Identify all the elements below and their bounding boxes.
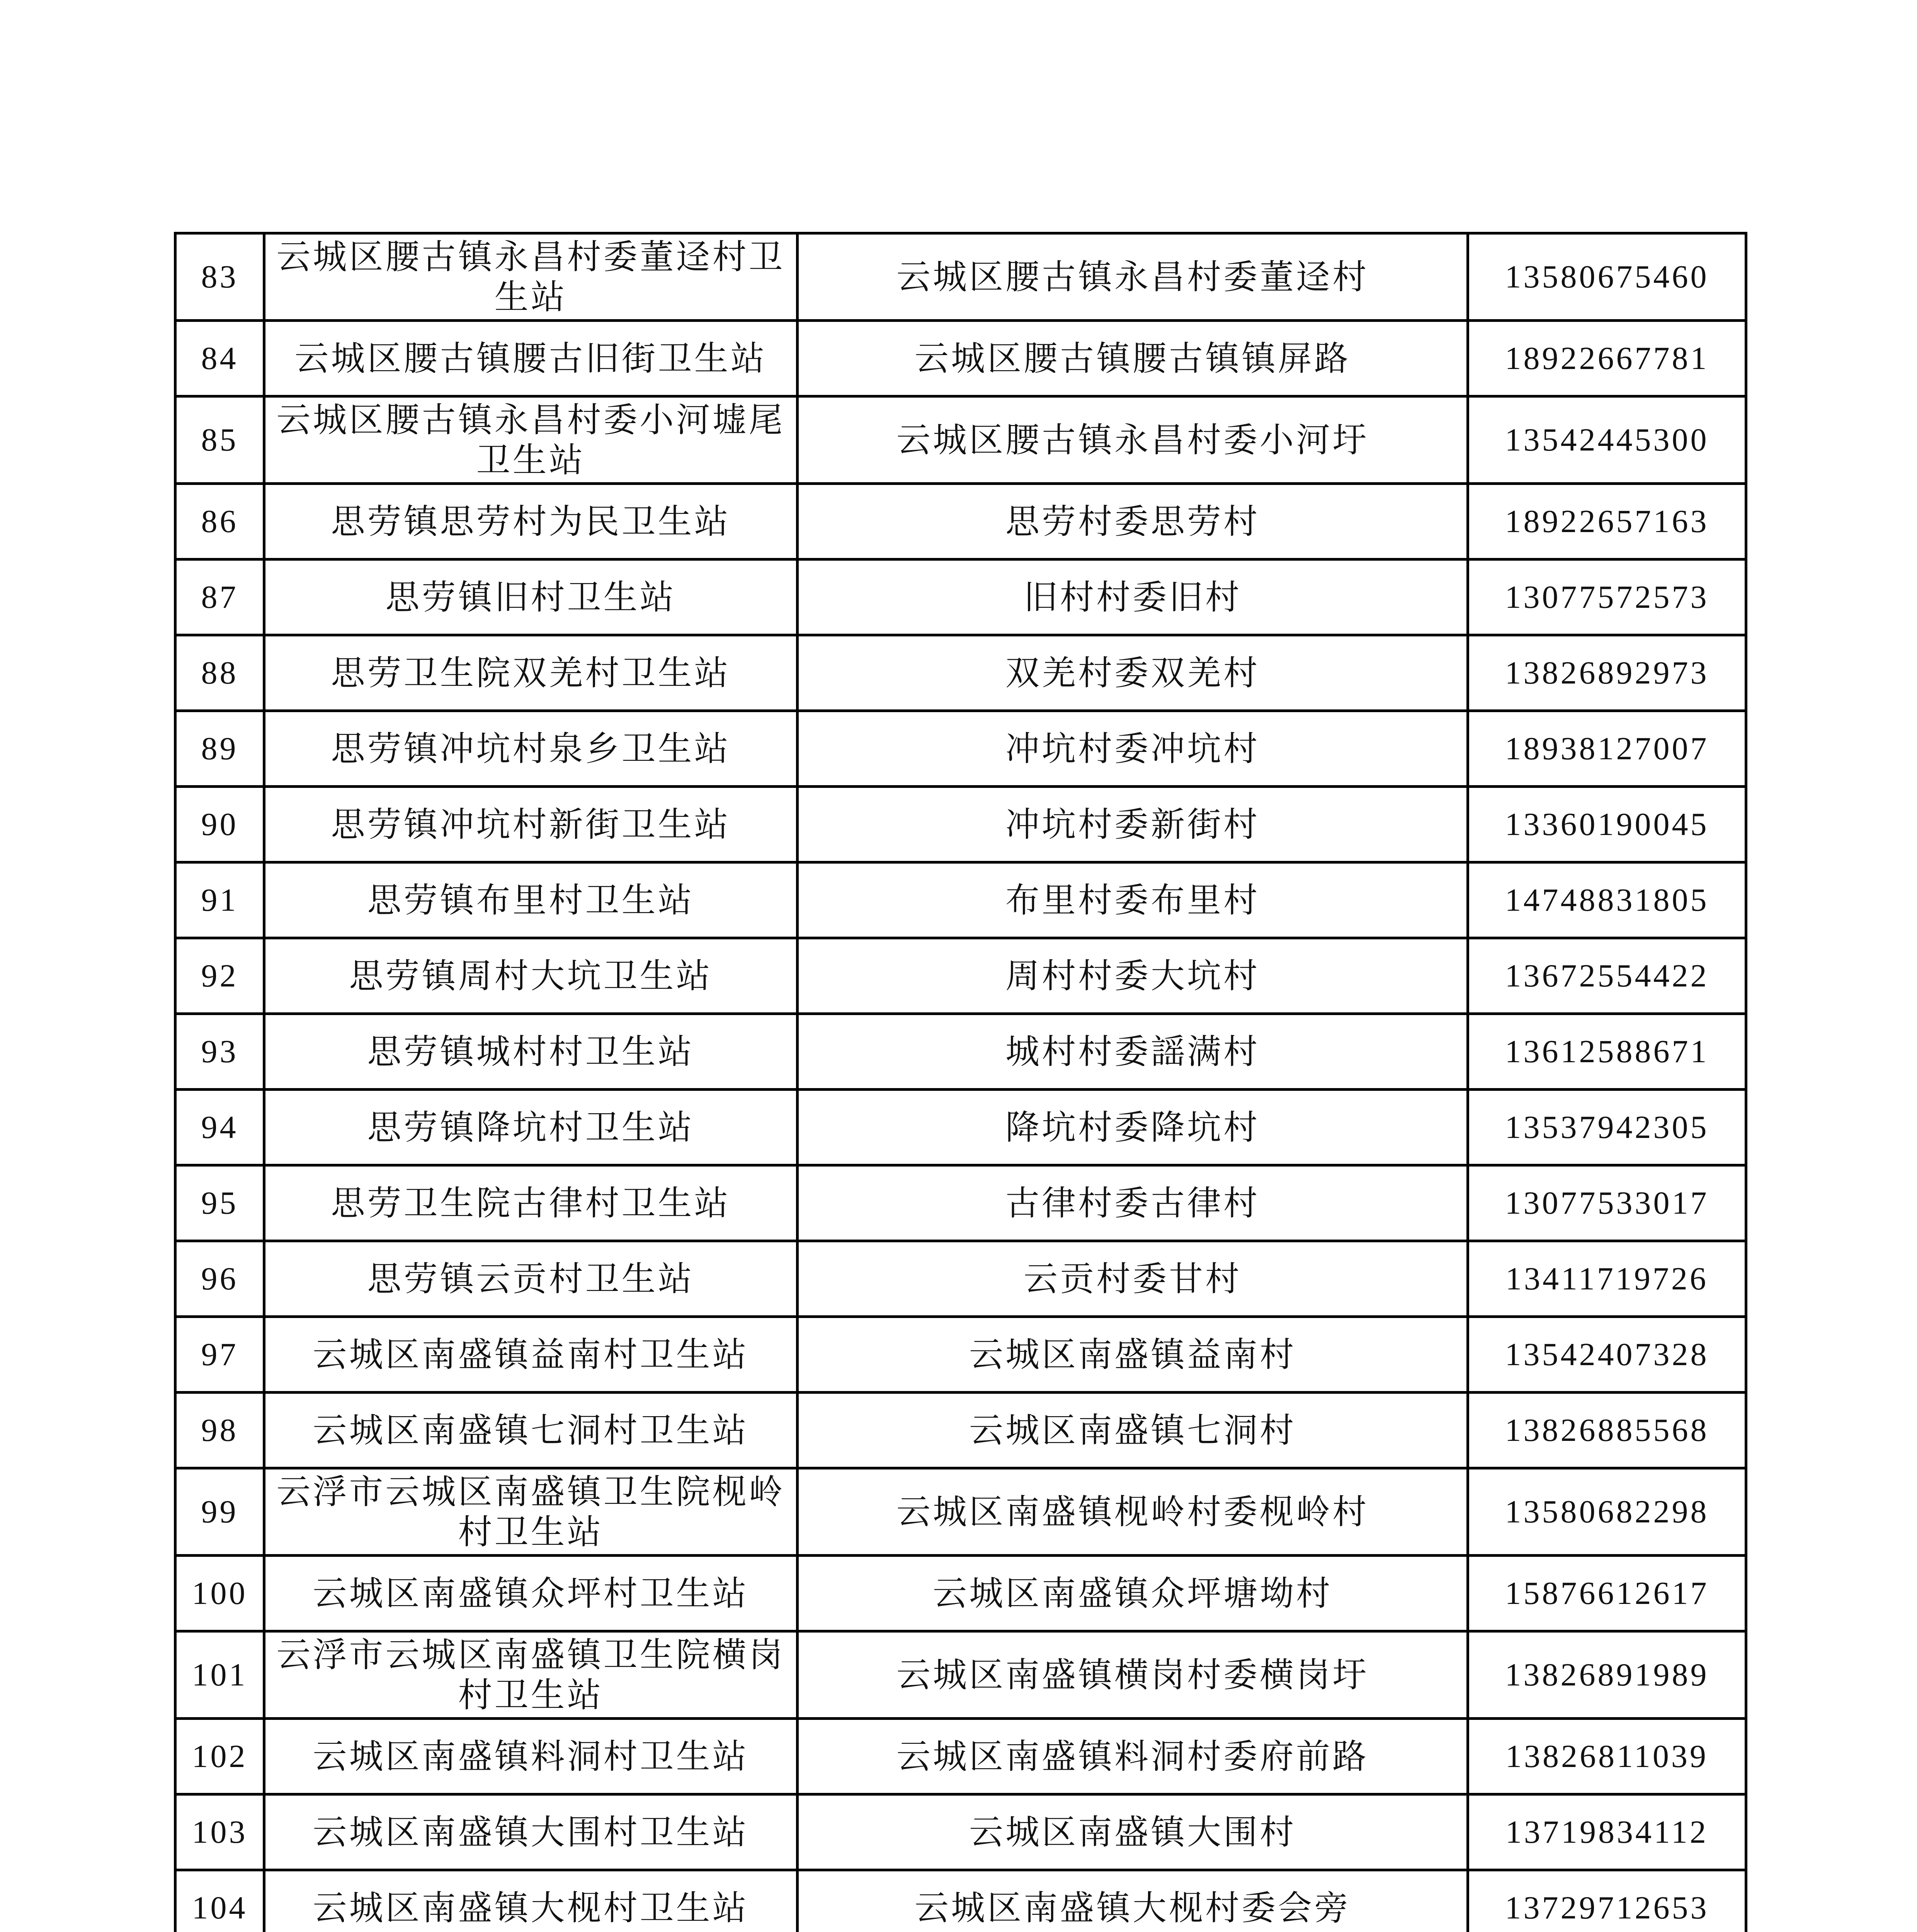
- phone-cell: 13411719726: [1468, 1241, 1746, 1317]
- clinic-table: [174, 232, 1747, 1932]
- address-cell: 云贡村委甘村: [798, 1241, 1468, 1317]
- row-number-cell: 100: [175, 1556, 264, 1631]
- clinic-table-body: [175, 233, 1746, 1932]
- table-row: [175, 1468, 1746, 1556]
- table-row: [175, 484, 1746, 560]
- address-cell: 云城区南盛镇料洞村委府前路: [798, 1719, 1468, 1794]
- clinic-name-cell: 云城区南盛镇料洞村卫生站: [264, 1719, 798, 1794]
- clinic-table-container: [174, 232, 1745, 1932]
- row-number-cell: 87: [175, 560, 264, 635]
- clinic-name-cell: 云城区南盛镇众坪村卫生站: [264, 1556, 798, 1631]
- phone-cell: 14748831805: [1468, 862, 1746, 938]
- table-row: [175, 396, 1746, 484]
- phone-cell: 18938127007: [1468, 711, 1746, 787]
- address-cell: 双羌村委双羌村: [798, 635, 1468, 711]
- table-row: [175, 1241, 1746, 1317]
- table-row: [175, 862, 1746, 938]
- table-row: [175, 938, 1746, 1014]
- row-number-cell: 88: [175, 635, 264, 711]
- phone-cell: 13826885568: [1468, 1393, 1746, 1468]
- address-cell: 布里村委布里村: [798, 862, 1468, 938]
- row-number-cell: 96: [175, 1241, 264, 1317]
- row-number-cell: 92: [175, 938, 264, 1014]
- address-cell: 云城区南盛镇众坪塘坳村: [798, 1556, 1468, 1631]
- clinic-name-cell: 云浮市云城区南盛镇卫生院横岗村卫生站: [264, 1631, 798, 1719]
- phone-cell: 18922657163: [1468, 484, 1746, 560]
- clinic-name-cell: 云城区腰古镇永昌村委小河墟尾卫生站: [264, 396, 798, 484]
- row-number-cell: 99: [175, 1468, 264, 1556]
- row-number-cell: 103: [175, 1794, 264, 1870]
- phone-cell: 13542407328: [1468, 1317, 1746, 1393]
- table-row: [175, 1014, 1746, 1090]
- clinic-name-cell: 云城区腰古镇永昌村委董迳村卫生站: [264, 233, 798, 321]
- clinic-name-cell: 思劳镇思劳村为民卫生站: [264, 484, 798, 560]
- clinic-name-cell: 云城区南盛镇益南村卫生站: [264, 1317, 798, 1393]
- row-number-cell: 94: [175, 1090, 264, 1165]
- address-cell: 周村村委大坑村: [798, 938, 1468, 1014]
- table-row: [175, 711, 1746, 787]
- table-row: [175, 1870, 1746, 1932]
- clinic-name-cell: 思劳镇云贡村卫生站: [264, 1241, 798, 1317]
- address-cell: 云城区南盛镇大枧村委会旁: [798, 1870, 1468, 1932]
- clinic-name-cell: 思劳镇旧村卫生站: [264, 560, 798, 635]
- phone-cell: 13729712653: [1468, 1870, 1746, 1932]
- table-row: [175, 1090, 1746, 1165]
- address-cell: 城村村委謡满村: [798, 1014, 1468, 1090]
- phone-cell: 13719834112: [1468, 1794, 1746, 1870]
- table-row: [175, 1317, 1746, 1393]
- row-number-cell: 98: [175, 1393, 264, 1468]
- row-number-cell: 93: [175, 1014, 264, 1090]
- phone-cell: 13537942305: [1468, 1090, 1746, 1165]
- address-cell: 降坑村委降坑村: [798, 1090, 1468, 1165]
- row-number-cell: 101: [175, 1631, 264, 1719]
- table-row: [175, 1393, 1746, 1468]
- table-row: [175, 635, 1746, 711]
- phone-cell: 13360190045: [1468, 787, 1746, 862]
- address-cell: 云城区南盛镇大围村: [798, 1794, 1468, 1870]
- row-number-cell: 104: [175, 1870, 264, 1932]
- row-number-cell: 102: [175, 1719, 264, 1794]
- phone-cell: 13826892973: [1468, 635, 1746, 711]
- address-cell: 云城区南盛镇横岗村委横岗圩: [798, 1631, 1468, 1719]
- address-cell: 云城区腰古镇永昌村委董迳村: [798, 233, 1468, 321]
- address-cell: 云城区南盛镇七洞村: [798, 1393, 1468, 1468]
- phone-cell: 13580682298: [1468, 1468, 1746, 1556]
- phone-cell: 13077572573: [1468, 560, 1746, 635]
- phone-cell: 13077533017: [1468, 1165, 1746, 1241]
- row-number-cell: 90: [175, 787, 264, 862]
- clinic-name-cell: 思劳镇周村大坑卫生站: [264, 938, 798, 1014]
- table-row: [175, 1556, 1746, 1631]
- clinic-name-cell: 云城区腰古镇腰古旧街卫生站: [264, 321, 798, 396]
- row-number-cell: 97: [175, 1317, 264, 1393]
- clinic-name-cell: 云城区南盛镇大枧村卫生站: [264, 1870, 798, 1932]
- clinic-name-cell: 思劳镇降坑村卫生站: [264, 1090, 798, 1165]
- row-number-cell: 84: [175, 321, 264, 396]
- address-cell: 云城区腰古镇腰古镇镇屏路: [798, 321, 1468, 396]
- address-cell: 云城区南盛镇枧岭村委枧岭村: [798, 1468, 1468, 1556]
- phone-cell: 13826891989: [1468, 1631, 1746, 1719]
- phone-cell: 13672554422: [1468, 938, 1746, 1014]
- table-row: [175, 1631, 1746, 1719]
- row-number-cell: 86: [175, 484, 264, 560]
- table-row: [175, 560, 1746, 635]
- phone-cell: 13826811039: [1468, 1719, 1746, 1794]
- clinic-name-cell: 思劳镇城村村卫生站: [264, 1014, 798, 1090]
- clinic-name-cell: 思劳镇冲坑村新街卫生站: [264, 787, 798, 862]
- phone-cell: 13542445300: [1468, 396, 1746, 484]
- address-cell: 云城区南盛镇益南村: [798, 1317, 1468, 1393]
- phone-cell: 13612588671: [1468, 1014, 1746, 1090]
- address-cell: 思劳村委思劳村: [798, 484, 1468, 560]
- clinic-name-cell: 思劳镇冲坑村泉乡卫生站: [264, 711, 798, 787]
- clinic-name-cell: 思劳镇布里村卫生站: [264, 862, 798, 938]
- table-row: [175, 1165, 1746, 1241]
- address-cell: 冲坑村委新街村: [798, 787, 1468, 862]
- clinic-name-cell: 云浮市云城区南盛镇卫生院枧岭村卫生站: [264, 1468, 798, 1556]
- row-number-cell: 85: [175, 396, 264, 484]
- row-number-cell: 95: [175, 1165, 264, 1241]
- phone-cell: 15876612617: [1468, 1556, 1746, 1631]
- clinic-name-cell: 思劳卫生院古律村卫生站: [264, 1165, 798, 1241]
- table-row: [175, 233, 1746, 321]
- row-number-cell: 89: [175, 711, 264, 787]
- address-cell: 古律村委古律村: [798, 1165, 1468, 1241]
- table-row: [175, 1719, 1746, 1794]
- clinic-name-cell: 云城区南盛镇七洞村卫生站: [264, 1393, 798, 1468]
- address-cell: 冲坑村委冲坑村: [798, 711, 1468, 787]
- table-row: [175, 1794, 1746, 1870]
- clinic-name-cell: 思劳卫生院双羌村卫生站: [264, 635, 798, 711]
- row-number-cell: 83: [175, 233, 264, 321]
- address-cell: 旧村村委旧村: [798, 560, 1468, 635]
- clinic-name-cell: 云城区南盛镇大围村卫生站: [264, 1794, 798, 1870]
- phone-cell: 13580675460: [1468, 233, 1746, 321]
- table-row: [175, 321, 1746, 396]
- row-number-cell: 91: [175, 862, 264, 938]
- table-row: [175, 787, 1746, 862]
- phone-cell: 18922667781: [1468, 321, 1746, 396]
- address-cell: 云城区腰古镇永昌村委小河圩: [798, 396, 1468, 484]
